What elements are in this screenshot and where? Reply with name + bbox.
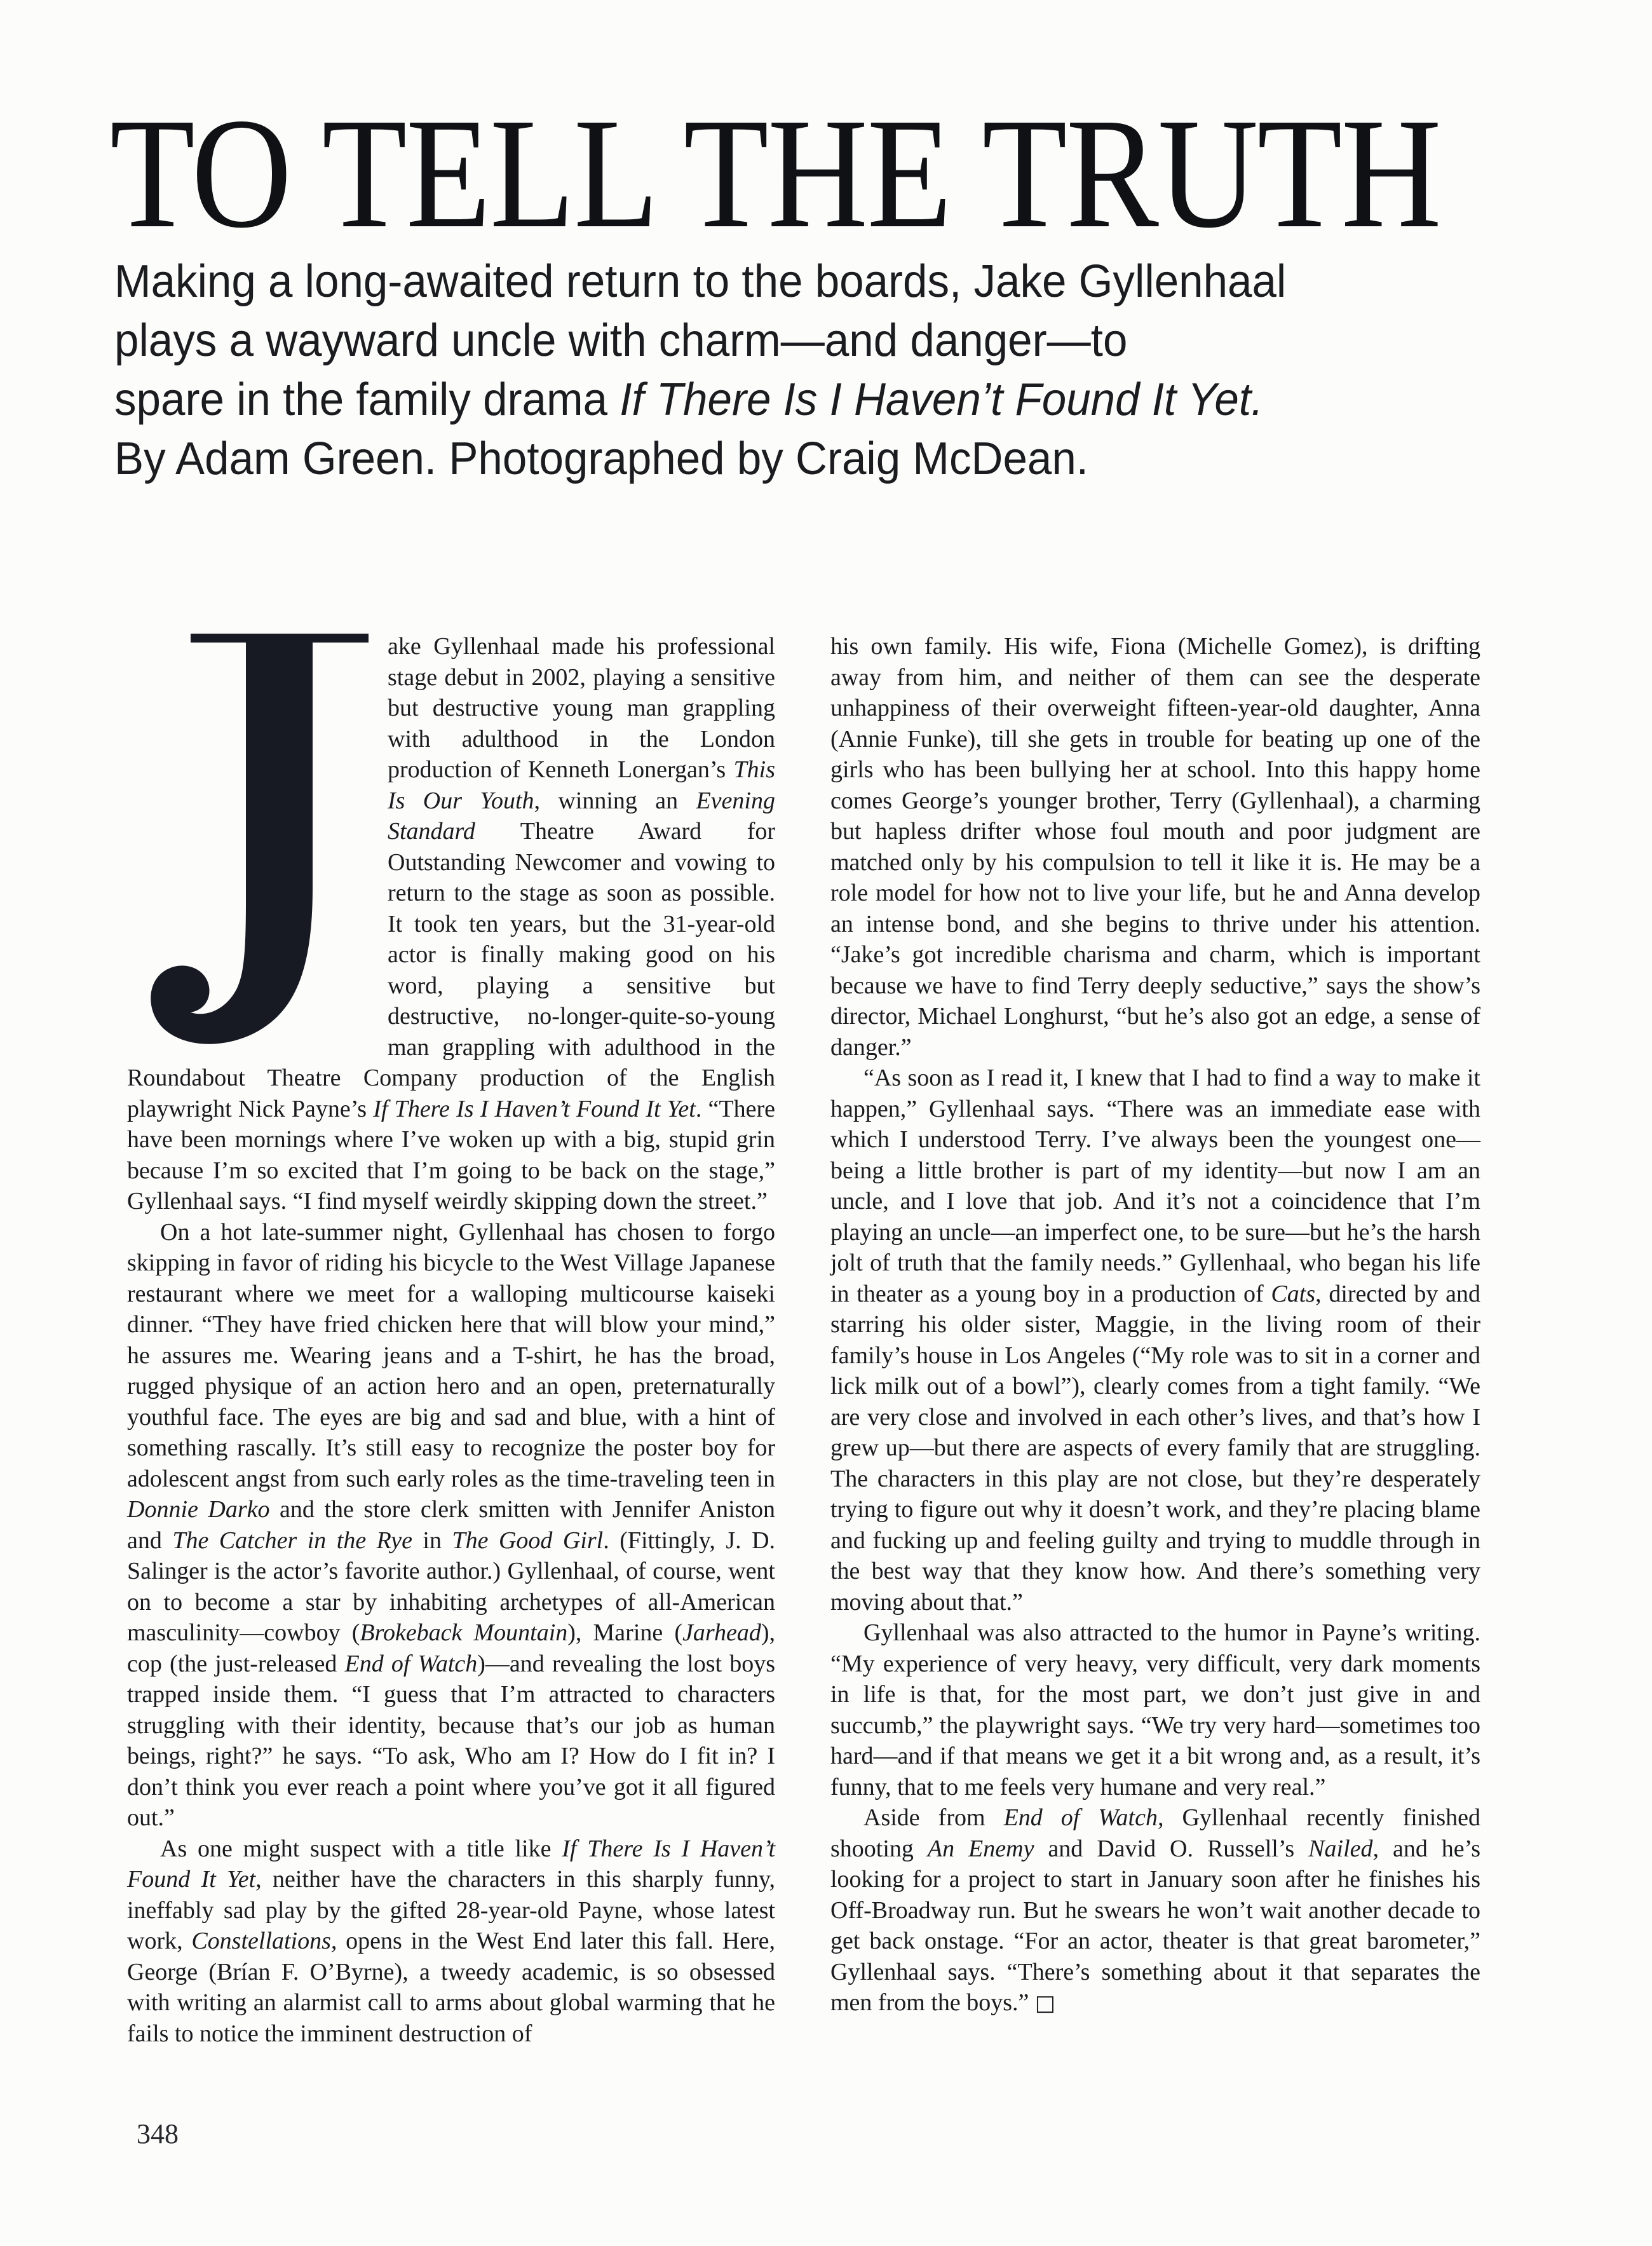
article-deck [114,252,1286,489]
deck-line-byline: By Adam Green. Photographed by Craig McDean. [114,433,1088,484]
dropcap-letter-J [127,634,388,1053]
body-paragraph: his own family. His wife, Fiona (Michelle Gomez), is drifting away from him, and neither of them can see the desperate unhappiness of their overweight fifteen-year-old daughter, Anna (Annie Funke), till she gets in trouble for beating up one of the girls who has been bullying her at school. Into this happy home comes George’s younger brother, Terry (Gyllenhaal), a charming but hapless drifter whose foul mouth and poor judgment are matched only by his compulsion to tell it like it is. He may be a role model for how not to live your life, but he and Anna develop an intense bond, and she begins to thrive under his attention. “Jake’s got incredible charisma and charm, which is important because we have to find Terry deeply seductive,” says the show’s director, Michael Longhurst, “but he’s also got an edge, a sense of danger.” [830,633,1480,1061]
article-column-left [127,631,775,2049]
article-column-right [830,631,1480,2019]
deck-line-1: Making a long-awaited return to the boards, Jake Gyllenhaal [114,256,1287,307]
deck-line-2: plays a wayward uncle with charm—and danger—to [114,315,1128,366]
page-number: 348 [137,2118,179,2149]
article-headline: TO TELL THE TRUTH [110,85,1441,261]
dropcap-J-glyph [127,634,388,1053]
body-paragraph: As one might suspect with a title like If There Is I Haven’t Found It Yet, neither have the characters in this sharply funny, ineffably sad play by the gifted 28-year-old Payne, whose latest work, Constellations, opens in the West End later this fall. Here, George (Brían F. O’Byrne), a tweedy academic, is so obsessed with writing an alarmist call to arms about global warming that he fails to notice the imminent destruction of [127,1835,776,2047]
body-paragraph: On a hot late-summer night, Gyllenhaal has chosen to forgo skipping in favor of riding his bicycle to the West Village Japanese restaurant where we meet for a walloping multicourse kaiseki dinner. “They have fried chicken here that will blow your mind,” he assures me. Wearing jeans and a T-shirt, he has the broad, rugged physique of an action hero and an open, preternaturally youthful face. The eyes are big and sad and blue, with a hint of something rascally. It’s still easy to recognize the poster boy for adolescent angst from such early roles as the time-traveling teen in Donnie Darko and the store clerk smitten with Jennifer Aniston and The Catcher in the Rye in The Good Girl. (Fittingly, J. D. Salinger is the actor’s favorite author.) Gyllenhaal, of course, went on to become a star by inhabiting archetypes of all-American masculinity—cowboy (Brokeback Mountain), Marine (Jarhead), cop (the just-released End of Watch)—and revealing the lost boys trapped inside them. “I guess that I’m attracted to characters struggling with their identity, because that’s our job as human beings, right?” he says. “To ask, Who am I? How do I fit in? I don’t think you ever reach a point where you’ve got it all figured out.” [127,1218,776,1831]
body-paragraph: “As soon as I read it, I knew that I had to find a way to make it happen,” Gyllenhaal says. “There was an immediate ease with which I understood Terry. I’ve always been the youngest one—being a little brother is part of my identity—but now I am an uncle, and I love that job. And it’s not a coincidence that I’m playing an uncle—an imperfect one, to be sure—but he’s the harsh jolt of truth that the family needs.” Gyllenhaal, who began his life in theater as a young boy in a production of Cats, directed by and starring his older sister, Maggie, in the living room of their family’s house in Los Angeles (“My role was to sit in a corner and lick milk out of a bowl”), clearly comes from a tight family. “We are very close and involved in each other’s lives, and that’s how I grew up—but there are aspects of every family that are struggling. The characters in this play are not close, but they’re desperately trying to figure out why it doesn’t work, and they’re placing blame and fucking up and feeling guilty and trying to muddle through in the best way that they know how. And there’s something very moving about that.” [830,1065,1480,1616]
deck-line-3: spare in the family drama If There Is I Haven’t Found It Yet. [114,374,1264,425]
body-paragraph: ake Gyllenhaal made his professional stage debut in 2002, playing a sensitive but destructive young man grappling with adulthood in the London production of Kenneth Lonergan’s This Is Our Youth, winning an Evening Standard Theatre Award for Outstanding Newcomer and vowing to return to the stage as soon as possible. It took ten years, but the 31-year-old actor is finally making good on his word, playing a sensitive but destructive, no-longer-quite-so-young man grappling with adulthood in the Roundabout Theatre Company production of the English playwright Nick Payne’s If There Is I Haven’t Found It Yet. “There have been mornings where I’ve woken up with a big, stupid grin because I’m so excited that I’m going to be back on the stage,” Gyllenhaal says. “I find myself weirdly skipping down the street.” [127,633,775,1215]
body-paragraph: Gyllenhaal was also attracted to the humor in Payne’s writing. “My experience of very heavy, very difficult, very dark moments in life is that, for the most part, we don’t just give in and succumb,” the playwright says. “We try very hard—sometimes too hard—and if that means we get it a bit wrong and, as a result, it’s funny, that to me feels very humane and very real.” [830,1619,1480,1800]
body-paragraph: Aside from End of Watch, Gyllenhaal recently finished shooting An Enemy and David O. Russell’s Nailed, and he’s looking for a project to start in January soon after he finishes his Off-Broadway run. But he swears he won’t wait another decade to get back onstage. “For an actor, theater is that great barometer,” Gyllenhaal says. “There’s something about it that separates the men from the boys.” □ [830,1804,1480,2016]
